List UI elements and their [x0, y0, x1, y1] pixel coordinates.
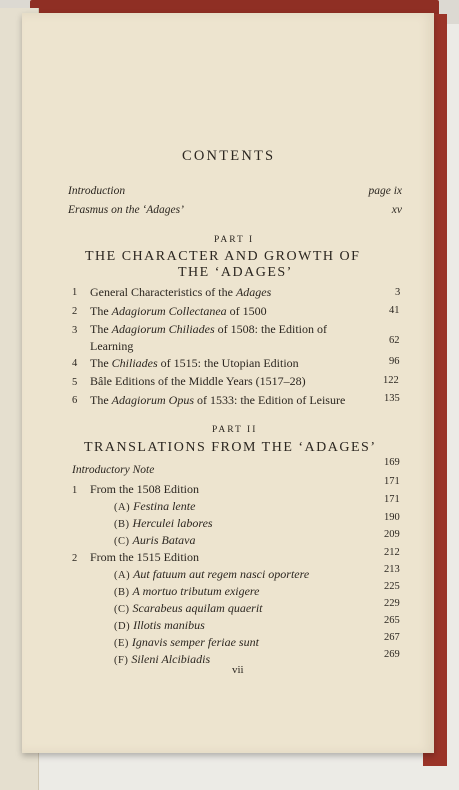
chapter-title	[90, 304, 267, 319]
chapter-title-text: The	[90, 322, 112, 336]
item-title: Ignavis semper feriae sunt	[131, 635, 259, 649]
item-title: Aut fatuum aut regem nasci oportere	[133, 567, 310, 581]
toc-erasmus-on-adages: Erasmus on the ‘Adages’	[68, 204, 184, 216]
chapter-page: 122	[383, 375, 399, 386]
item-page: 209	[384, 529, 400, 540]
page-title: CONTENTS	[182, 148, 276, 164]
chapter-title-text: of 1508: the Edition of	[214, 322, 327, 336]
section-title: From the 1508 Edition	[90, 482, 199, 496]
item-letter: (D)	[114, 621, 131, 632]
chapter-title	[90, 322, 327, 337]
chapter-number: 3	[72, 325, 78, 336]
item-letter: (A)	[114, 502, 131, 513]
part-2-title: TRANSLATIONS FROM THE ‘ADAGES’	[84, 440, 377, 455]
item-letter: (A)	[114, 570, 131, 581]
chapter-title	[90, 285, 271, 300]
chapter-page: 41	[389, 305, 400, 316]
translation-item	[114, 533, 196, 549]
section-page: 212	[384, 547, 400, 558]
item-title: Auris Batava	[132, 533, 196, 547]
translation-item	[114, 499, 195, 515]
chapter-title-text: General Characteristics of the	[90, 285, 236, 299]
chapter-title-italic: Chiliades	[111, 356, 158, 370]
toc-introductory-note: Introductory Note	[72, 464, 155, 476]
chapter-title-text: of 1533: the Edition of Leisure	[194, 393, 346, 407]
chapter-page: 3	[395, 287, 401, 298]
section-number: 1	[72, 485, 78, 496]
item-page: 213	[384, 564, 400, 575]
chapter-title-italic: Adagiorum Collectanea	[111, 304, 227, 318]
chapter-number: 5	[72, 377, 78, 388]
translation-item	[114, 652, 210, 668]
translation-item	[114, 635, 259, 651]
item-title: Festina lente	[133, 499, 196, 513]
item-letter: (B)	[114, 587, 130, 598]
toc-introductory-note-page: 169	[384, 457, 400, 468]
translation-item	[114, 584, 259, 600]
part-2-label: PART II	[212, 425, 258, 435]
item-letter: (C)	[114, 604, 130, 615]
item-page: 190	[384, 512, 400, 523]
item-page: 267	[384, 632, 400, 643]
item-letter: (F)	[114, 655, 129, 666]
item-title: Sileni Alcibiadis	[131, 652, 211, 666]
chapter-page: 62	[389, 335, 400, 346]
translation-item	[114, 601, 263, 617]
item-title: Scarabeus aquilam quaerit	[132, 601, 263, 615]
chapter-title-text: The	[90, 304, 112, 318]
toc-erasmus-page: xv	[391, 204, 402, 216]
item-page: 225	[384, 581, 400, 592]
chapter-title-text: Bâle Editions of the Middle Years (1517–28)	[90, 374, 306, 388]
section-page: 171	[384, 476, 400, 487]
translation-item	[114, 618, 205, 634]
chapter-title	[90, 393, 345, 408]
item-page: 265	[384, 615, 400, 626]
item-letter: (B)	[114, 519, 130, 530]
chapter-title-italic: Adagiorum Chiliades	[111, 322, 215, 336]
toc-introduction-page: page ix	[368, 185, 402, 197]
translation-item	[114, 516, 213, 532]
section-title: From the 1515 Edition	[90, 550, 199, 564]
chapter-title-italic: Adages	[235, 285, 272, 299]
book-page	[22, 13, 434, 753]
chapter-title	[90, 356, 299, 371]
chapter-title-text: The	[90, 356, 112, 370]
item-title: Illotis manibus	[133, 618, 205, 632]
chapter-number: 2	[72, 306, 78, 317]
section-number: 2	[72, 553, 78, 564]
translation-item	[114, 567, 309, 583]
item-letter: (E)	[114, 638, 129, 649]
part-1-label: PART I	[214, 235, 255, 245]
chapter-page: 96	[389, 356, 400, 367]
item-title: A mortuo tributum exigere	[132, 584, 260, 598]
contents-page	[22, 13, 434, 753]
chapter-title-continued: Learning	[90, 339, 134, 353]
item-page: 171	[384, 494, 400, 505]
chapter-title	[90, 374, 306, 389]
toc-introduction: Introduction	[68, 185, 126, 197]
item-letter: (C)	[114, 536, 130, 547]
chapter-number: 6	[72, 395, 78, 406]
chapter-number: 1	[72, 287, 78, 298]
chapter-title-text: The	[90, 393, 112, 407]
chapter-number: 4	[72, 358, 78, 369]
item-page: 229	[384, 598, 400, 609]
chapter-page: 135	[384, 393, 400, 404]
chapter-title-text: of 1500	[226, 304, 267, 318]
page-number: vii	[232, 664, 244, 676]
chapter-title-text: of 1515: the Utopian Edition	[157, 356, 299, 370]
chapter-title-italic: Adagiorum Opus	[111, 393, 194, 407]
item-title: Herculei labores	[132, 516, 213, 530]
part-1-title-line2: THE ‘ADAGES’	[178, 265, 293, 280]
item-page: 269	[384, 649, 400, 660]
part-1-title-line1: THE CHARACTER AND GROWTH OF	[85, 249, 361, 264]
